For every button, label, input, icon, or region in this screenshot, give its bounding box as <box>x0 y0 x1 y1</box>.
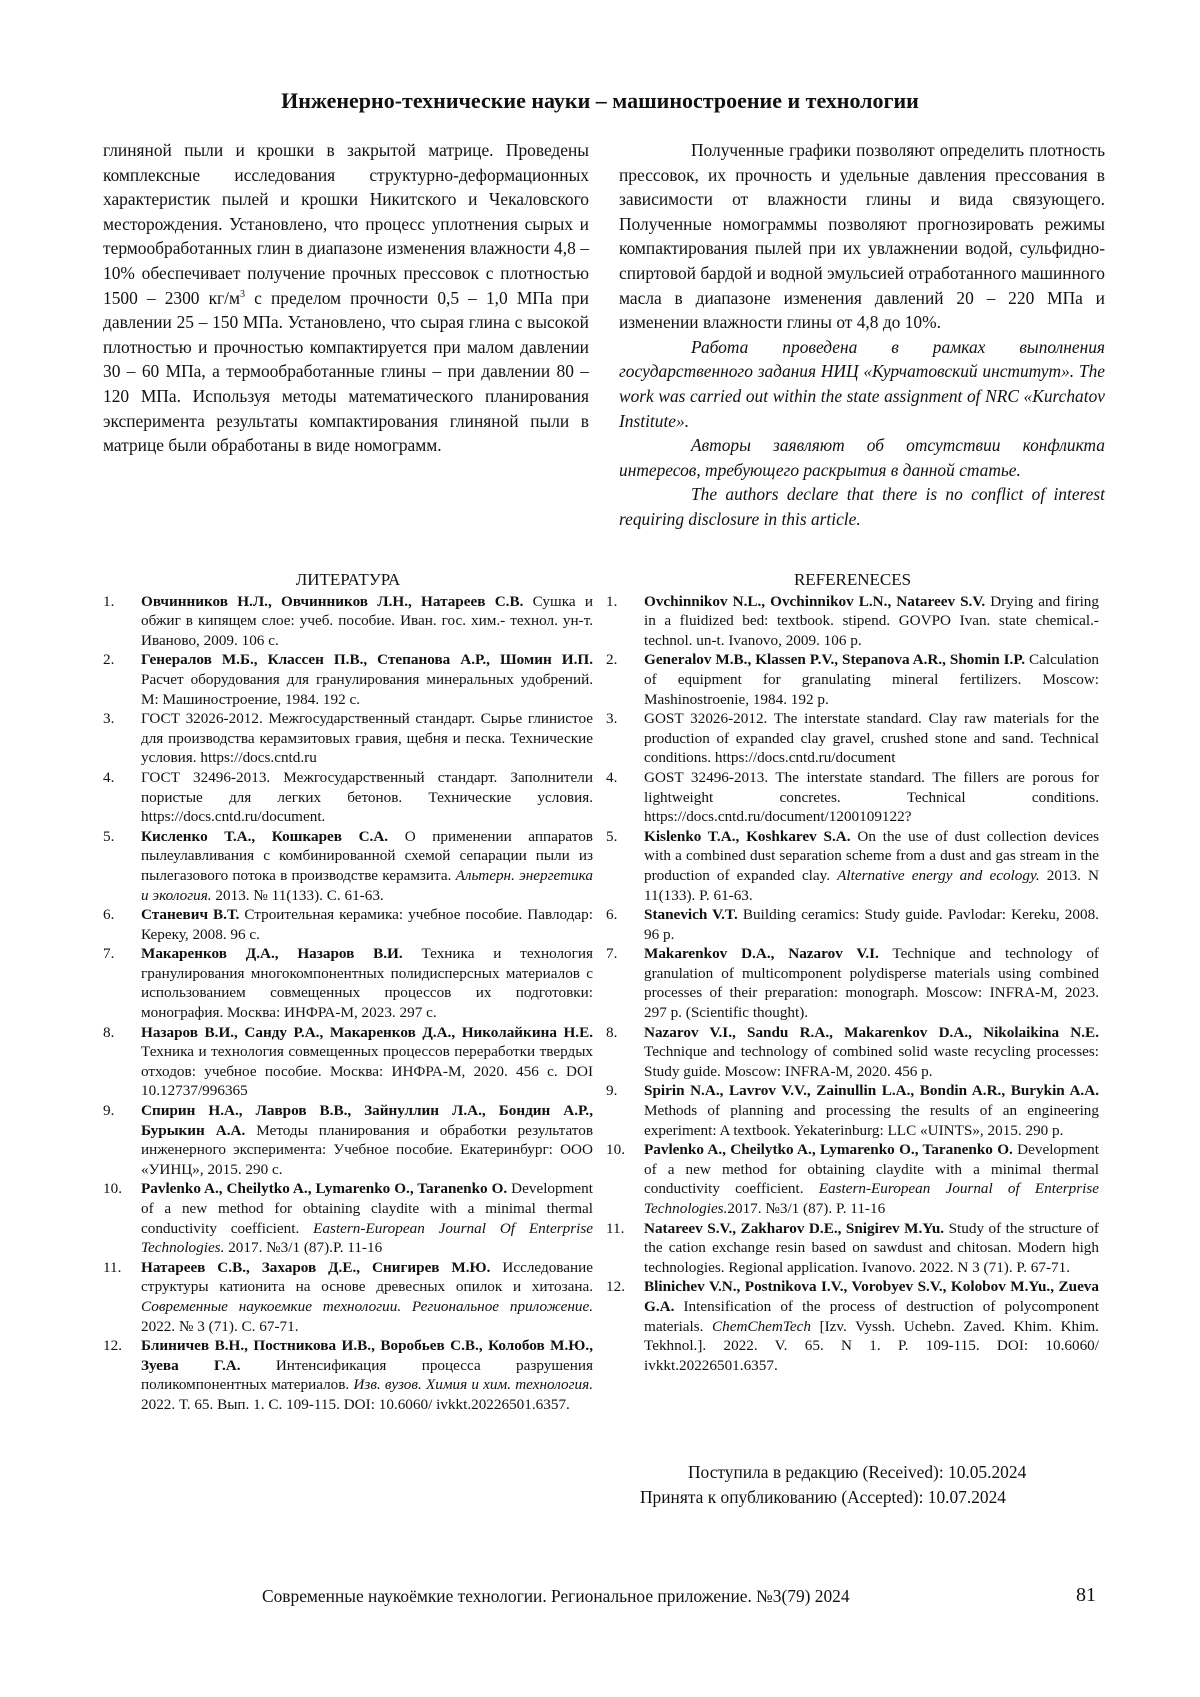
reference-text: Техника и технология совмещенных процессов переработки твердых отходов: учебное пособие. Москва: ИНФРА-М, 2020. 456 с. DOI 10.12737/996365 <box>141 1043 593 1100</box>
body-left-column <box>103 138 589 458</box>
reference-authors: Makarenkov D.A., Nazarov V.I. <box>644 945 879 963</box>
reference-text: Строительная керамика: учебное пособие. Павлодар: Кереку, 2008. 96 с. <box>141 906 593 943</box>
funding-note: Работа проведена в рамках выполнения государственного задания НИЦ «Курчатовский институт». The work was carried out within the state assignment of NRC «Kurchatov Institute». <box>619 336 1105 431</box>
reference-number: 4. <box>103 768 115 786</box>
reference-tail: 2022. № 3 (71). С. 67-71. <box>141 1317 299 1335</box>
reference-item <box>103 709 593 768</box>
reference-authors: Stanevich V.T. <box>644 906 738 924</box>
reference-number: 7. <box>103 945 115 963</box>
reference-source: Современные наукоемкие технологии. Региональное приложение. <box>141 1297 593 1315</box>
reference-tail: 2013. № 11(133). С. 61-63. <box>211 886 384 904</box>
reference-number: 5. <box>103 827 115 845</box>
running-head: Инженерно-технические науки – машиностроение и технологии <box>281 88 919 113</box>
reference-item <box>606 1023 1099 1082</box>
reference-tail: 2017. №3/1 (87). P. 11-16 <box>727 1200 886 1217</box>
reference-item <box>103 827 593 905</box>
reference-authors: Pavlenko A., Cheilytko A., Lymarenko O., Taranenko O. <box>141 1180 508 1198</box>
reference-number: 1. <box>103 592 115 610</box>
reference-number: 7. <box>606 945 618 963</box>
reference-text: Расчет оборудования для гранулирования минеральных удобрений. М: Машиностроение, 1984. 192 с. <box>141 670 593 708</box>
reference-item <box>606 1277 1099 1375</box>
reference-item <box>103 1258 593 1336</box>
reference-authors: Блиничев В.Н., Постникова И.В., Воробьев С.В., Колобов М.Ю., Зуева Г.А. <box>141 1337 593 1374</box>
reference-text: О применении аппаратов пылеулавливания с комбинированной схемой сепарации пыли из пылегазового потока в производстве керамзита. <box>141 827 593 884</box>
reference-authors: Kislenko T.A., Koshkarev S.A. <box>644 827 851 845</box>
references-ru <box>103 570 593 1415</box>
reference-item <box>103 592 593 651</box>
reference-number: 9. <box>606 1082 618 1100</box>
reference-number: 1. <box>606 592 618 610</box>
reference-number: 4. <box>606 768 618 786</box>
reference-item <box>606 1140 1099 1218</box>
reference-source: ChemChemTech <box>712 1317 812 1335</box>
reference-number: 11. <box>606 1219 625 1237</box>
reference-text: Drying and firing in a fluidized bed: textbook. stipend. GOVPO Ivan. state chemical.- technol. un-t. Ivanovo, 2009. 106 p. <box>644 592 1099 649</box>
reference-authors: Макаренков Д.А., Назаров В.И. <box>141 945 403 963</box>
reference-item <box>103 1101 593 1179</box>
reference-text: Техника и технология гранулирования многокомпонентных полидисперсных материалов с использованием совмещенных процессов их подготовки: монография. Москва: ИНФРА-М, 2023. 297 с. <box>141 945 593 1022</box>
reference-text: Technique and technology of granulation of multicomponent polydisperse materials using combined processes of their preparation: monograph. Moscow: INFRA-M, 2023. 297 p. (Scientific thought). <box>644 945 1099 1022</box>
reference-number: 11. <box>103 1258 122 1276</box>
reference-item <box>606 905 1099 944</box>
reference-text: Intensification of the process of destruction of polycomponent materials. <box>644 1297 1099 1335</box>
reference-item <box>103 1179 593 1257</box>
reference-number: 2. <box>103 651 115 669</box>
reference-authors: Станевич В.Т. <box>141 906 240 924</box>
reference-item <box>606 650 1099 709</box>
reference-authors: Natareev S.V., Zakharov D.E., Snigirev M.Yu. <box>644 1219 945 1237</box>
body-right-column <box>619 138 1105 532</box>
reference-text: Методы планирования и обработки результатов инженерного эксперимента: Учебное пособие. Екатеринбург: ООО «УИНЦ», 2015. 290 с. <box>141 1121 594 1178</box>
reference-item <box>103 768 593 827</box>
reference-item <box>103 905 593 944</box>
reference-authors: Генералов М.Б., Классен П.В., Степанова А.Р., Шомин И.П. <box>141 651 593 669</box>
reference-number: 6. <box>103 906 115 924</box>
reference-number: 8. <box>103 1023 115 1041</box>
reference-number: 12. <box>103 1337 122 1355</box>
reference-number: 3. <box>103 710 115 728</box>
reference-source: Eastern-European Journal of Enterprise Technologies. <box>644 1180 1099 1217</box>
reference-number: 3. <box>606 710 618 728</box>
reference-number: 8. <box>606 1023 618 1041</box>
reference-text: Сушка и обжиг в кипящем слое: учеб. пособие. Иван. гос. хим.- технол. ун-т. Иваново, 2009. 106 с. <box>141 592 593 649</box>
reference-item <box>606 944 1099 1022</box>
reference-text: GOST 32026-2012. The interstate standard. Clay raw materials for the production of expanded clay gravel, crushed stone and sand. Technical conditions. https://docs.cntd.ru/document <box>644 710 1099 767</box>
reference-item <box>103 1336 593 1414</box>
reference-authors: Blinichev V.N., Postnikova I.V., Vorobyev S.V., Kolobov M.Yu., Zueva G.A. <box>644 1278 1099 1315</box>
article-dates <box>640 1460 1026 1510</box>
reference-number: 6. <box>606 906 618 924</box>
reference-tail: 2017. №3/1 (87).P. 11-16 <box>224 1239 383 1257</box>
references-heading: REFERENECES <box>793 570 912 589</box>
reference-authors: Nazarov V.I., Sandu R.A., Makarenkov D.A., Nikolaikina N.E. <box>644 1023 1099 1041</box>
conflict-note-en: The authors declare that there is no conflict of interest requiring disclosure in this article. <box>619 484 1105 529</box>
reference-text: ГОСТ 32026-2012. Межгосударственный стандарт. Сырье глинистое для производства керамзитовых гравия, щебня и песка. Технические условия. https://docs.cntd.ru <box>141 710 593 767</box>
body-paragraph <box>103 138 589 458</box>
reference-number: 5. <box>606 827 618 845</box>
body-paragraph: Полученные графики позволяют определить плотность прессовок, их прочность и удельные давления прессования в зависимости от влажности глины и вида связующего. Полученные номограммы позволяют прогнозировать режимы компактирования пылей при их увлажнении водой, сульфидно-спиртовой бардой и водной эмульсией отработанного машинного масла в диапазоне изменения давлений 20 – 220 МПа и изменении влажности глины от 4,8 до 10%. <box>619 140 1105 333</box>
reference-item <box>606 1081 1099 1140</box>
reference-item <box>606 592 1099 651</box>
reference-item <box>606 1219 1099 1278</box>
reference-text: Исследование структуры катионита на основе древесных опилок и хитозана. <box>141 1258 593 1296</box>
references-heading: ЛИТЕРАТУРА <box>295 570 401 589</box>
reference-authors: Овчинников Н.Л., Овчинников Л.Н., Натареев С.В. <box>141 592 524 610</box>
reference-number: 9. <box>103 1102 115 1120</box>
reference-tail: 2013. N 11(133). P. 61-63. <box>644 866 1099 904</box>
reference-item <box>103 944 593 1022</box>
body-text-part: с пределом прочности 0,5 – 1,0 МПа при давлении 25 – 150 МПа. Установлено, что сырая глина с высокой плотностью и прочностью компактируется при малом давлении 30 – 60 МПа, а термообработанные глины – при давлении 80 – 120 МПа. Используя методы математического планирования эксперимента результаты компактирования глиняной пыли в матрице были обработаны в виде номограмм. <box>103 287 589 456</box>
superscript: 3 <box>240 288 246 300</box>
reference-item <box>606 709 1099 768</box>
reference-authors: Кисленко Т.А., Кошкарев С.А. <box>141 827 389 845</box>
reference-authors: Ovchinnikov N.L., Ovchinnikov L.N., Natareev S.V. <box>644 592 986 610</box>
reference-number: 2. <box>606 651 618 669</box>
reference-source: Eastern-European Journal Of Enterprise Technologies. <box>141 1219 594 1257</box>
reference-text: On the use of dust collection devices with a combined dust separation scheme from a dust and gas stream in the production of expanded clay. <box>644 827 1099 884</box>
conflict-note-ru: Авторы заявляют об отсутствии конфликта интересов, требующего раскрытия в данной статье. <box>619 435 1105 480</box>
reference-item <box>606 827 1099 905</box>
reference-text: GOST 32496-2013. The interstate standard. The fillers are porous for lightweight concretes. Technical conditions. https://docs.cntd.ru/document/1200109122? <box>644 768 1099 826</box>
reference-text: ГОСТ 32496-2013. Межгосударственный стандарт. Заполнители пористые для легких бетонов. Технические условия. https://docs.cntd.ru/document. <box>141 768 593 826</box>
reference-text: Building ceramics: Study guide. Pavlodar: Kereku, 2008. 96 p. <box>644 906 1099 943</box>
reference-text: Development of a new method for obtaining claydite with a minimal thermal conductivity coefficient. <box>644 1141 1099 1198</box>
reference-item <box>606 768 1099 827</box>
reference-text: Methods of planning and processing the results of an engineering experiment: A textbook. Yekaterinburg: LLC «UINTS», 2015. 290 p. <box>644 1102 1099 1139</box>
reference-text: Calculation of equipment for granulating mineral fertilizers. Moscow: Mashinostroenie, 1984. 192 p. <box>644 651 1100 708</box>
reference-number: 10. <box>103 1180 122 1198</box>
reference-text: Study of the structure of the cation exchange resin based on sawdust and chitosan. Modern high technologies. Regional application. Ivanovo. 2022. N 3 (71). P. 67-71. <box>644 1219 1099 1276</box>
reference-source: Изв. вузов. Химия и хим. технология. <box>353 1376 593 1394</box>
accepted-date: Принята к опубликованию (Accepted): 10.07.2024 <box>640 1487 1007 1507</box>
reference-authors: Pavlenko A., Cheilytko A., Lymarenko O., Taranenko O. <box>644 1141 1013 1159</box>
body-text-part: глиняной пыли и крошки в закрытой матрице. Проведены комплексные исследования структурно-деформационных характеристик пылей и крошки Никитского и Чекаловского месторождения. Установлено, что процесс уплотнения сырых и термообработанных глин в диапазоне изменения влажности 4,8 – 10% обеспечивает получение прочных прессовок с плотностью 1500 – 2300 кг/м <box>103 140 589 308</box>
reference-item <box>103 650 593 709</box>
page-number: 81 <box>1076 1584 1096 1606</box>
journal-title: Современные наукоёмкие технологии. Региональное приложение. №3(79) 2024 <box>262 1586 850 1606</box>
reference-tail: 2022. Т. 65. Вып. 1. С. 109-115. DOI: 10.6060/ ivkkt.20226501.6357. <box>141 1395 570 1413</box>
reference-number: 12. <box>606 1278 625 1296</box>
references-list <box>103 592 593 1415</box>
reference-authors: Спирин Н.А., Лавров В.В., Зайнуллин Л.А., Бондин А.Р., Бурыкин А.А. <box>141 1102 593 1139</box>
references-en <box>606 570 1099 1375</box>
received-date: Поступила в редакцию (Received): 10.05.2024 <box>688 1462 1027 1482</box>
reference-text: Technique and technology of combined solid waste recycling processes: Study guide. Moscow: INFRA-M, 2020. 456 p. <box>644 1043 1099 1080</box>
reference-authors: Generalov M.B., Klassen P.V., Stepanova A.R., Shomin I.P. <box>644 651 1026 669</box>
references-list <box>606 592 1099 1376</box>
reference-authors: Назаров В.И., Санду Р.А., Макаренков Д.А., Николайкина Н.Е. <box>141 1023 593 1041</box>
reference-source: Alternative energy and ecology. <box>837 866 1040 884</box>
reference-text: Интенсификация процесса разрушения поликомпонентных материалов. <box>141 1356 593 1394</box>
reference-number: 10. <box>606 1141 625 1159</box>
reference-item <box>103 1023 593 1101</box>
reference-authors: Spirin N.A., Lavrov V.V., Zainullin L.A., Bondin A.R., Burykin A.A. <box>644 1082 1099 1100</box>
reference-tail: [Izv. Vyssh. Uchebn. Zaved. Khim. Khim. Tekhnol.]. 2022. V. 65. N 1. P. 109-115. DOI: 10.6060/ ivkkt.20226501.6357. <box>644 1317 1099 1374</box>
reference-authors: Натареев С.В., Захаров Д.Е., Снигирев М.Ю. <box>141 1258 491 1276</box>
reference-source: Альтерн. энергетика и экология. <box>141 866 593 904</box>
reference-text: Development of a new method for obtaining claydite with a minimal thermal conductivity coefficient. <box>141 1180 593 1237</box>
